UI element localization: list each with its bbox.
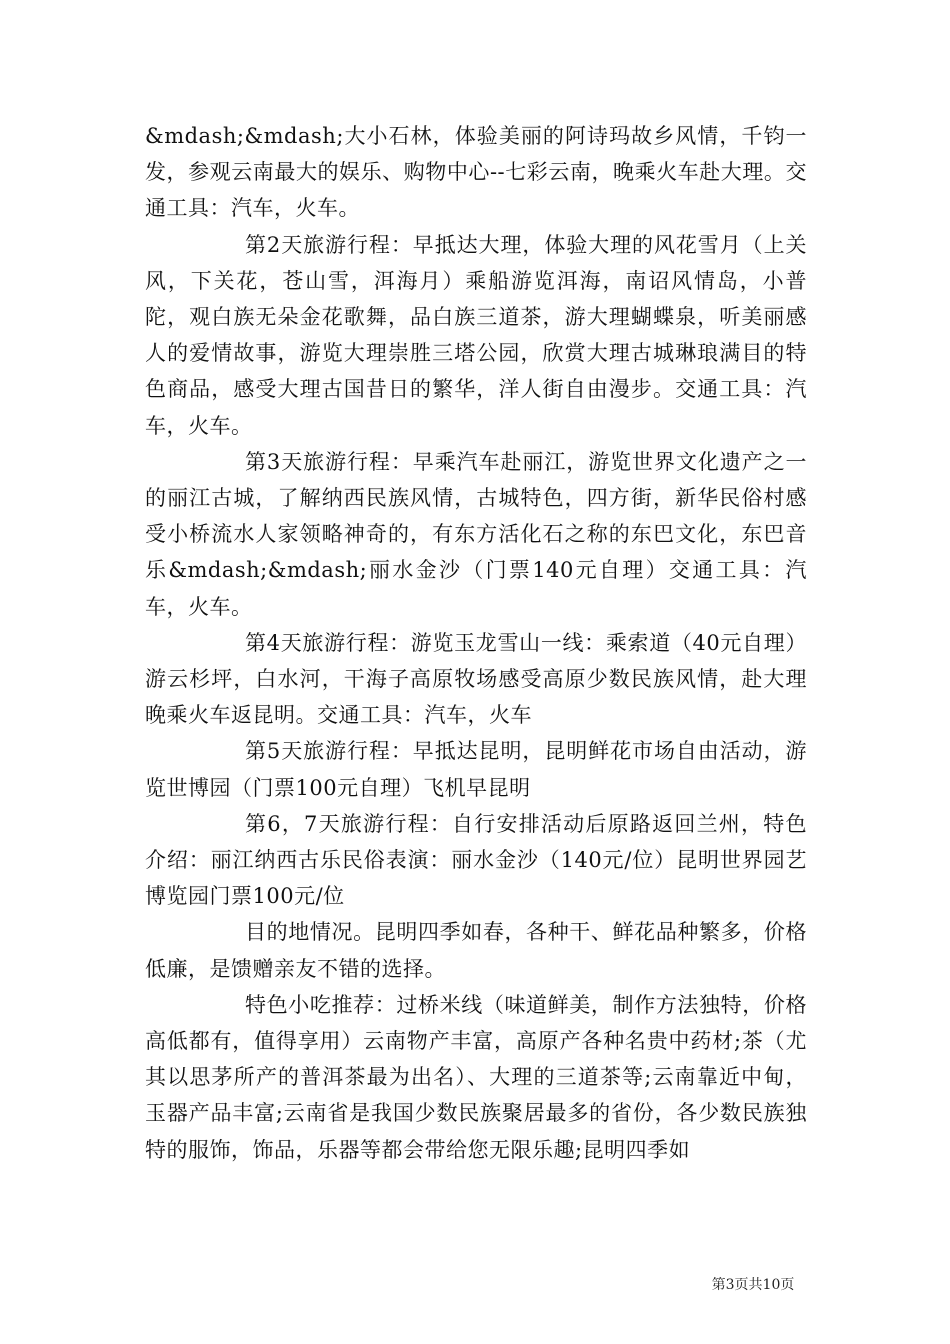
paragraph-8: 特色小吃推荐：过桥米线（味道鲜美，制作方法独特，价格高低都有，值得享用）云南物产丰富，高原产各种名贵中药材;茶（尤其以思茅所产的普洱茶最为出名）、大理的三道茶等;云南靠近中甸，玉器产品丰富;云南省是我国少数民族聚居最多的省份，各少数民族独特的服饰，饰品，乐器等都会带给您无限乐趣;昆明四季如 (145, 992, 807, 1162)
paragraph-1: &mdash;&mdash;大小石林，体验美丽的阿诗玛故乡风情，千钧一发，参观云南最大的娱乐、购物中心--七彩云南，晚乘火车赴大理。交通工具：汽车，火车。 (145, 124, 807, 221)
paragraph-2: 第2天旅游行程：早抵达大理，体验大理的风花雪月（上关风，下关花，苍山雪，洱海月）乘船游览洱海，南诏风情岛，小普陀，观白族无朵金花歌舞，品白族三道茶，游大理蝴蝶泉，听美丽感人的爱情故事，游览大理崇胜三塔公园，欣赏大理古城琳琅满目的特色商品，感受大理古国昔日的繁华，洋人街自由漫步。交通工具：汽车，火车。 (145, 232, 807, 438)
document-body (145, 118, 807, 1168)
paragraph-4: 第4天旅游行程：游览玉龙雪山一线：乘索道（40元自理）游云杉坪，白水河，干海子高原牧场感受高原少数民族风情，赴大理晚乘火车返昆明。交通工具：汽车，火车 (145, 630, 807, 728)
paragraph-5: 第5天旅游行程：早抵达昆明，昆明鲜花市场自由活动，游览世博园（门票100元自理）飞机早昆明 (145, 739, 807, 800)
paragraph-6: 第6，7天旅游行程：自行安排活动后原路返回兰州，特色介绍：丽江纳西古乐民俗表演：丽水金沙（140元/位）昆明世界园艺博览园门票100元/位 (145, 811, 807, 909)
paragraph-3: 第3天旅游行程：早乘汽车赴丽江，游览世界文化遗产之一的丽江古城，了解纳西民族风情，古城特色，四方街，新华民俗村感受小桥流水人家领略神奇的，有东方活化石之称的东巴文化，东巴音乐&mdash;&mdash;丽水金沙（门票140元自理）交通工具：汽车，火车。 (145, 449, 807, 619)
paragraph-7: 目的地情况。昆明四季如春，各种干、鲜花品种繁多，价格低廉，是馈赠亲友不错的选择。 (145, 920, 807, 981)
page-number: 第3页共10页 (711, 1277, 795, 1293)
page-footer (0, 1276, 950, 1294)
